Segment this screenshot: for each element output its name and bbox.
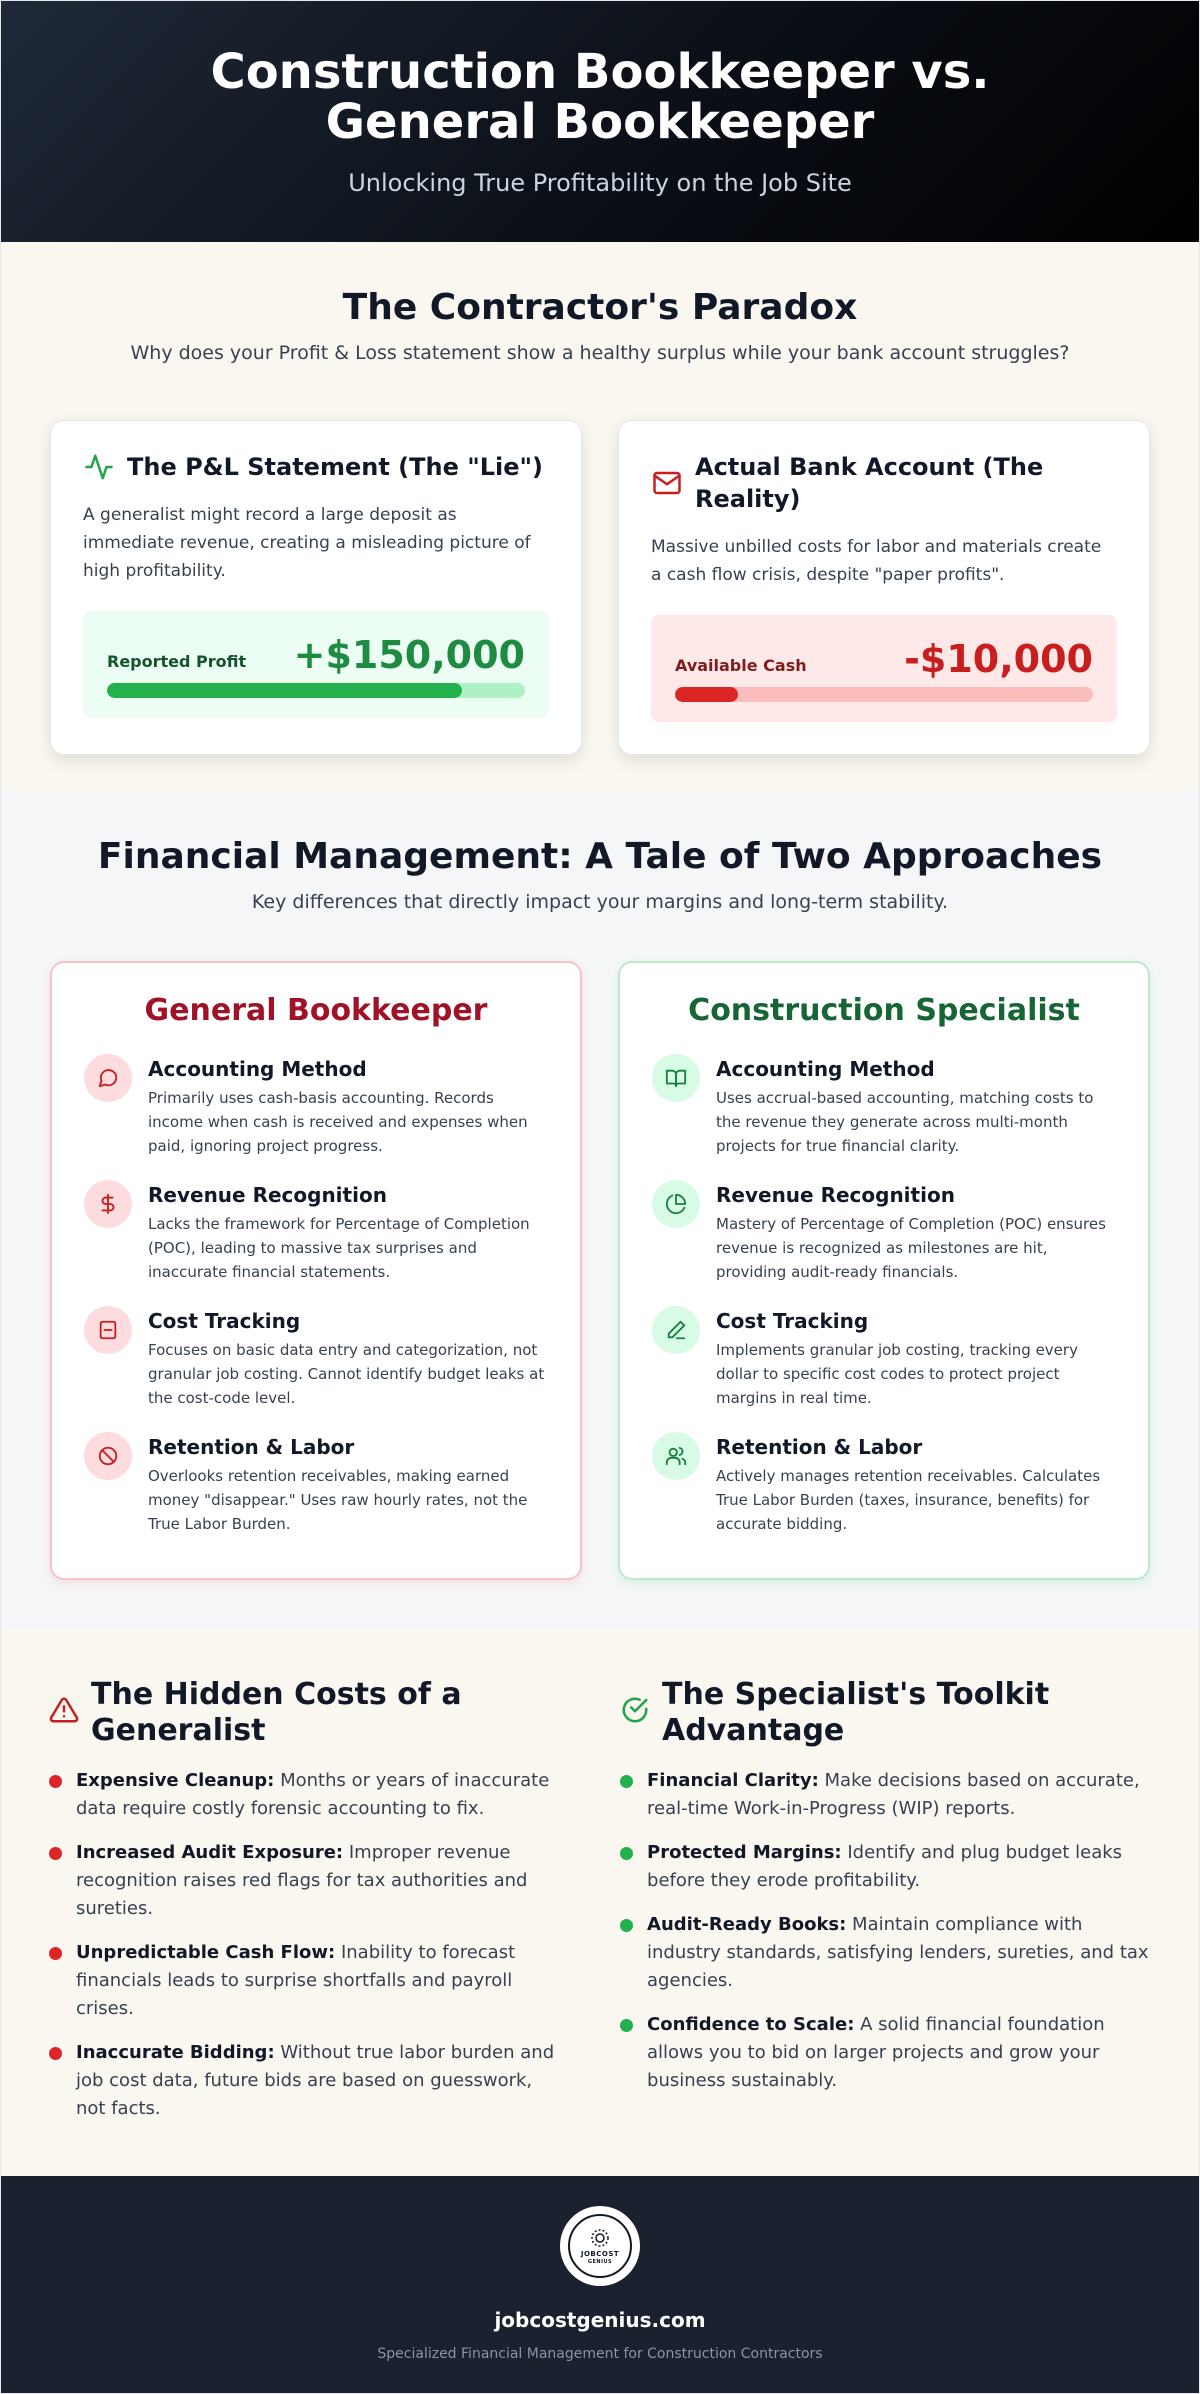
list-item [652,1054,1116,1158]
pl-card-header [83,451,549,483]
reported-profit-stat [83,611,549,718]
item-label: Audit-Ready Books: [647,1914,847,1935]
available-cash-stat [651,615,1117,722]
mail-icon [651,467,683,499]
page-subtitle: Unlocking True Profitability on the Job Site [348,169,852,197]
paradox-subtitle: Why does your Profit & Loss statement show a healthy surplus while your bank account struggles? [130,342,1070,364]
pencil-icon [652,1306,700,1354]
specialist-card-title: Construction Specialist [688,993,1080,1028]
comparison-cards [50,961,1150,1580]
check-circle-icon [620,1695,650,1725]
reported-profit-bar [107,683,525,698]
minus-square-icon [84,1306,132,1354]
item-text: Maintain compliance with industry standards, satisfying lenders, sureties, and tax agencies. [647,1914,1149,1991]
bank-card-title: Actual Bank Account (The Reality) [695,453,1044,513]
users-icon [652,1432,700,1480]
item-label: Financial Clarity: [647,1770,819,1791]
site-link[interactable]: jobcostgenius.com [494,2308,706,2332]
toolkit-list [620,1767,1151,2095]
item-title: Cost Tracking [148,1309,301,1333]
footer [1,2176,1199,2394]
pie-chart-icon [652,1180,700,1228]
list-item [49,1767,560,1823]
hidden-costs-list [49,1767,560,2123]
item-text: Uses accrual-based accounting, matching costs to the revenue they generate across multi-month projects for true financial clarity. [716,1089,1094,1155]
footer-tagline: Specialized Financial Management for Construction Contractors [377,2346,823,2362]
item-title: Accounting Method [148,1057,367,1081]
list-item [620,2011,1151,2095]
available-cash-bar-fill [675,687,738,702]
item-text: A solid financial foundation allows you to bid on larger projects and grow your business sustainably. [647,2014,1105,2091]
item-text: Mastery of Percentage of Completion (POC) ensures revenue is recognized as milestones are hit, providing audit-ready financials. [716,1215,1106,1281]
list-item [49,1939,560,2023]
hero-header [1,1,1199,242]
logo: JOBCOST GENIUS [560,2206,640,2286]
item-text: Make decisions based on accurate, real-time Work-in-Progress (WIP) reports. [647,1770,1140,1819]
available-cash-label: Available Cash [675,656,807,675]
bank-account-card [618,420,1150,755]
reported-profit-label: Reported Profit [107,652,247,671]
toolkit-title: The Specialist's Toolkit Advantage [662,1677,1050,1748]
bank-card-header [651,451,1117,515]
item-title: Retention & Labor [148,1435,355,1459]
list-item [84,1306,548,1410]
item-label: Inaccurate Bidding: [76,2042,275,2063]
item-label: Expensive Cleanup: [76,1770,275,1791]
comparison-section [1,792,1199,1629]
item-text: Months or years of inaccurate data require costly forensic accounting to fix. [76,1770,550,1819]
item-text: Lacks the framework for Percentage of Completion (POC), leading to massive tax surprises and inaccurate financial statements. [148,1215,530,1281]
general-card-title: General Bookkeeper [144,993,488,1028]
item-label: Unpredictable Cash Flow: [76,1942,336,1963]
item-label: Confidence to Scale: [647,2014,855,2035]
hidden-costs-column [1,1677,600,2176]
item-title: Accounting Method [716,1057,935,1081]
ban-icon [84,1432,132,1480]
item-title: Revenue Recognition [716,1183,955,1207]
book-open-icon [652,1054,700,1102]
list-item [652,1432,1116,1536]
item-text: Primarily uses cash-basis accounting. Records income when cash is received and expenses when paid, ignoring project progress. [148,1089,528,1155]
item-text: Overlooks retention receivables, making earned money "disappear." Uses raw hourly rates, not the True Labor Burden. [148,1467,528,1533]
item-text: Implements granular job costing, tracking every dollar to specific cost codes to protect project margins in real time. [716,1341,1078,1407]
hidden-costs-title: The Hidden Costs of a Generalist [91,1677,462,1748]
list-item [652,1306,1116,1410]
list-item [620,1911,1151,1995]
paradox-cards [50,420,1150,755]
item-text: Improper revenue recognition raises red flags for tax authorities and sureties. [76,1842,528,1919]
available-cash-bar [675,687,1093,702]
chat-bubble-icon [84,1054,132,1102]
costs-and-toolkit-section [1,1629,1199,2176]
item-title: Retention & Labor [716,1435,923,1459]
available-cash-value: -$10,000 [904,637,1093,681]
general-bookkeeper-card [50,961,582,1580]
warning-icon [49,1695,79,1725]
item-label: Protected Margins: [647,1842,842,1863]
list-item [84,1432,548,1536]
list-item [84,1054,548,1158]
item-text: Without true labor burden and job cost data, future bids are based on guesswork, not facts. [76,2042,555,2119]
item-label: Increased Audit Exposure: [76,1842,344,1863]
paradox-title: The Contractor's Paradox [342,287,858,328]
dollar-icon [84,1180,132,1228]
toolkit-column [600,1677,1199,2176]
comparison-title: Financial Management: A Tale of Two Approaches [97,836,1103,877]
item-text: Inability to forecast financials leads to surprise shortfalls and payroll crises. [76,1942,516,2019]
item-title: Revenue Recognition [148,1183,387,1207]
bank-card-text: Massive unbilled costs for labor and materials create a cash flow crisis, despite "paper profits". [651,537,1102,585]
pl-statement-card [50,420,582,755]
reported-profit-bar-fill [107,683,462,698]
list-item [49,1839,560,1923]
comparison-subtitle: Key differences that directly impact your margins and long-term stability. [251,891,949,913]
paradox-section [1,242,1199,792]
list-item [620,1839,1151,1895]
item-text: Identify and plug budget leaks before they erode profitability. [647,1842,1123,1891]
pl-card-title: The P&L Statement (The "Lie") [127,453,543,481]
list-item [49,2039,560,2123]
list-item [620,1767,1151,1823]
activity-icon [83,451,115,483]
pl-card-text: A generalist might record a large deposit as immediate revenue, creating a misleading picture of high profitability. [83,505,531,581]
item-text: Focuses on basic data entry and categorization, not granular job costing. Cannot identify budget leaks at the cost-code level. [148,1341,545,1407]
item-text: Actively manages retention receivables. Calculates True Labor Burden (taxes, insurance, benefits) for accurate bidding. [716,1467,1101,1533]
gear-icon [588,2226,612,2250]
page-title: Construction Bookkeeper vs. General Bookkeeper [210,44,990,150]
list-item [652,1180,1116,1284]
reported-profit-value: +$150,000 [293,633,525,677]
construction-specialist-card [618,961,1150,1580]
item-title: Cost Tracking [716,1309,869,1333]
list-item [84,1180,548,1284]
